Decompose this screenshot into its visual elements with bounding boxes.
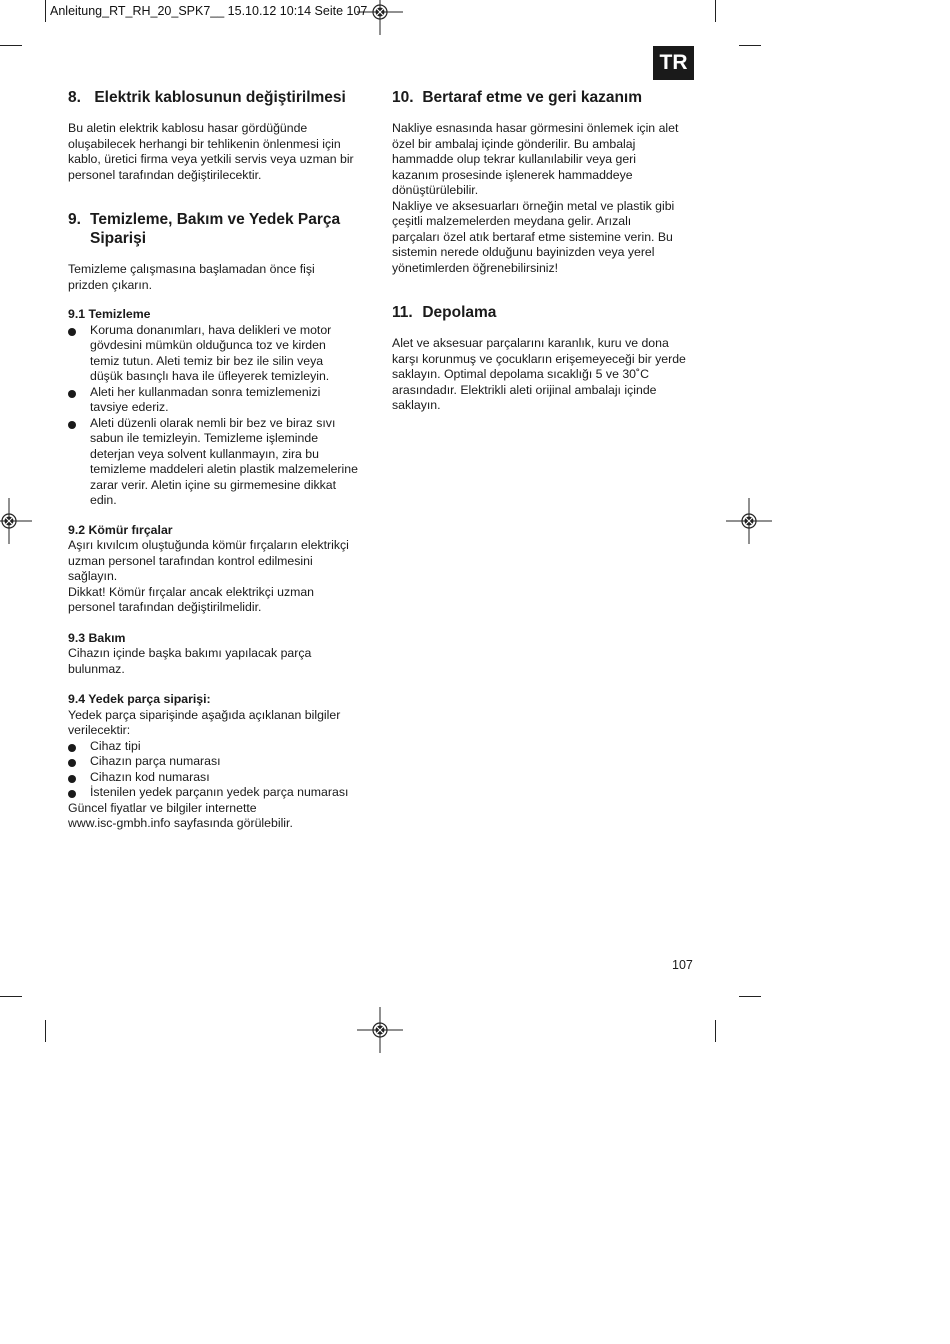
spare-parts-list (68, 739, 373, 801)
list-item: Cihaz tipi (68, 739, 373, 755)
section-9-4-outro: Güncel fiyatlar ve bilgiler internette www.isc-gmbh.info sayfasında görülebilir. (68, 800, 293, 830)
section-8-text: Bu aletin elektrik kablosu hasar gördüğünde oluşabilecek herhangi bir tehlikenin önlenmesi için kablo, üretici firma veya yetkili servis veya uzman bir personel tarafından değiştirilecektir. (68, 121, 354, 182)
section-11-text: Alet ve aksesuar parçalarını karanlık, kuru ve dona karşı korunmuş ve çocukların erişemeyeceği bir yerde saklayın. Optimal depolama sıcaklığı 5 ve 30˚C arasındadır. Elektrikli aleti orijinal ambalajı içinde saklayın. (392, 336, 686, 412)
section-9-2-text: Aşırı kıvılcım oluştuğunda kömür fırçaların elektrikçi uzman personel tarafından kontrol edilmesini sağlayın. Dikkat! Kömür fırçalar ancak elektrikçi uzman personel tarafından değiştirilmelidir. (68, 538, 349, 614)
registration-mark-left (0, 498, 32, 544)
crop-mark (739, 996, 761, 997)
registration-mark-right (726, 498, 772, 544)
crop-mark (0, 45, 22, 46)
crop-mark (715, 0, 716, 22)
section-9-3-heading: 9.3 Bakım (68, 630, 126, 645)
crop-mark (45, 0, 46, 22)
list-item: Aleti her kullanmadan sonra temizlemenizi tavsiye ederiz. (68, 385, 373, 416)
section-9-3-text: Cihazın içinde başka bakımı yapılacak parça bulunmaz. (68, 646, 312, 676)
language-badge: TR (653, 46, 694, 80)
section-10-heading: 10. Bertaraf etme ve geri kazanım (392, 89, 642, 106)
crop-mark (45, 1020, 46, 1042)
crop-mark (715, 1020, 716, 1042)
section-10-text: Nakliye esnasında hasar görmesini önlemek için alet özel bir ambalaj içinde gönderilir. Bu ambalaj hammadde olup tekrar kullanılabilir veya geri kazanım prosesinde işlenerek hammaddeye dönüştürülebilir. Nakliye ve aksesuarları örneğin metal ve plastik gibi çeşitli malzemelerden meydana gelir. Arızalı parçaları özel atık bertaraf etme sistemine verin. Bu sistemin nerede olduğunu bayinizden veya yerel yönetimlerden öğrenebilirsiniz! (392, 121, 679, 275)
list-item: İstenilen yedek parçanın yedek parça numarası (68, 785, 373, 801)
section-9-2-heading: 9.2 Kömür fırçalar (68, 522, 173, 537)
page-number: 107 (672, 958, 693, 972)
section-9-1-heading: 9.1 Temizleme (68, 307, 151, 321)
list-item: Cihazın parça numarası (68, 754, 373, 770)
list-item: Koruma donanımları, hava delikleri ve motor gövdesini mümkün olduğunca toz ve kirden temiz tutun. Aleti temiz bir bez ile silin veya düşük basınçlı hava ile üfleyerek temizleyin. (68, 323, 373, 385)
cleaning-list (68, 323, 373, 509)
section-9-heading: 9. Temizleme, Bakım ve Yedek Parça Siparişi (68, 211, 341, 247)
registration-mark-bottom (357, 1007, 403, 1053)
left-column (68, 88, 373, 832)
section-9-4-intro: Yedek parça siparişinde aşağıda açıklanan bilgiler verilecektir: (68, 707, 341, 737)
section-9-4-heading: 9.4 Yedek parça siparişi: (68, 692, 211, 706)
print-slug: Anleitung_RT_RH_20_SPK7__ 15.10.12 10:14 Seite 107 (50, 4, 368, 18)
section-9-intro: Temizleme çalışmasına başlamadan önce fişi prizden çıkarın. (68, 262, 315, 292)
section-11-heading: 11. Depolama (392, 304, 497, 321)
list-item: Aleti düzenli olarak nemli bir bez ve biraz sıvı sabun ile temizleyin. Temizleme işleminde deterjan veya solvent kullanmayın, zira bu temizleme maddeleri aletin plastik malzemelerine zarar verir. Aletin içine su girmemesine dikkat edin. (68, 416, 373, 509)
crop-mark (0, 996, 22, 997)
right-column (392, 88, 697, 414)
section-8-heading: 8. Elektrik kablosunun değiştirilmesi (68, 89, 346, 106)
crop-mark (739, 45, 761, 46)
list-item: Cihazın kod numarası (68, 770, 373, 786)
